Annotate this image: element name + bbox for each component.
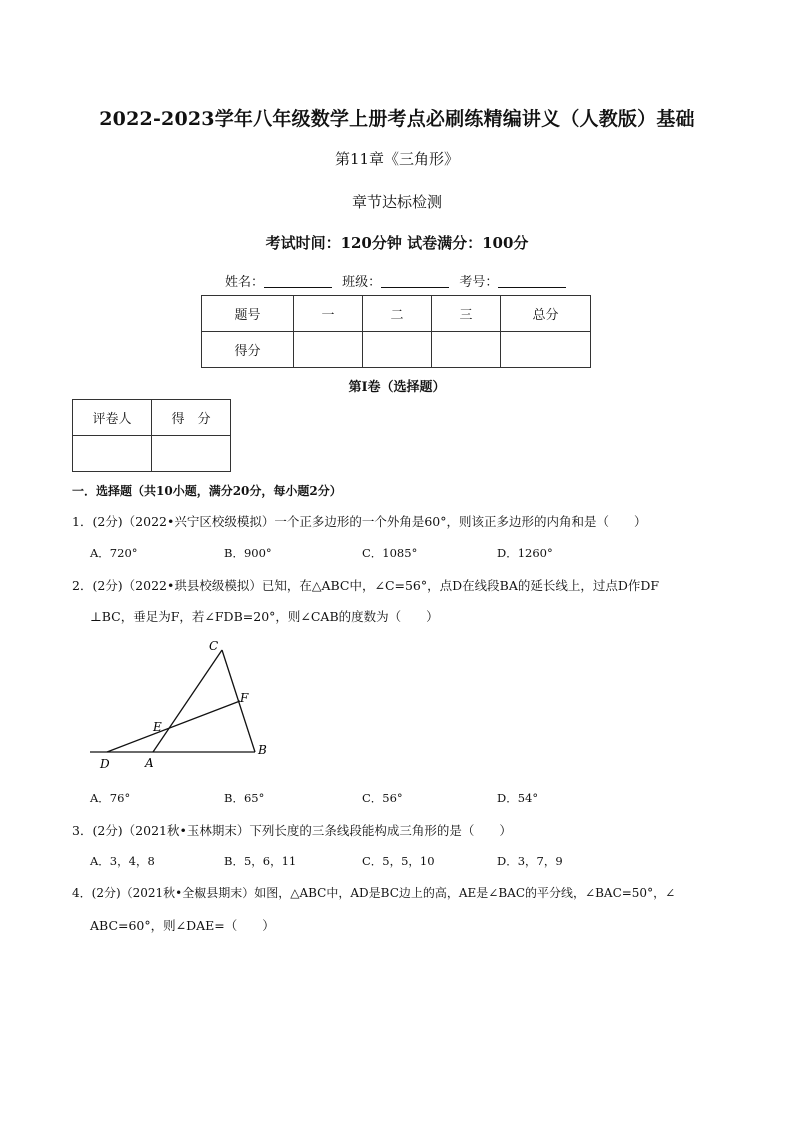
score-header-cell: 二 xyxy=(363,296,432,332)
question-4-line2: ABC=60°，则∠DAE=（ ） xyxy=(90,918,275,933)
label-a: A xyxy=(145,756,154,770)
number-label: 考号： xyxy=(459,275,499,290)
name-label: 姓名： xyxy=(225,275,265,290)
label-e: E xyxy=(153,720,162,734)
option[interactable]: A．3，4，8 xyxy=(90,854,155,868)
option[interactable]: A．720° xyxy=(90,546,138,560)
option[interactable]: C．1085° xyxy=(362,546,418,560)
option[interactable]: D．1260° xyxy=(497,546,553,560)
score-table-row xyxy=(202,332,591,368)
label-d: D xyxy=(100,757,110,771)
score-header-cell: 题号 xyxy=(202,296,294,332)
score-header-cell: 一 xyxy=(294,296,363,332)
label-b: B xyxy=(258,743,267,757)
segment-ca xyxy=(153,650,222,752)
option[interactable]: C．56° xyxy=(362,791,403,805)
question-2-line1: 2．(2分)（2022•珙县校级模拟）已知，在△ABC中，∠C=56°，点D在线段BA的延长线上，过点D作DF xyxy=(72,578,660,593)
class-label: 班级： xyxy=(342,275,382,290)
score-table xyxy=(201,295,591,368)
option[interactable]: D．3，7，9 xyxy=(497,854,563,868)
document-subtitle: 章节达标检测 xyxy=(351,193,442,211)
grader-table-header-row xyxy=(73,400,231,436)
question-4-line1: 4．(2分)（2021秋•全椒县期末）如图，△ABC中，AD是BC边上的高，AE是∠BAC的平分线，∠BAC=50°，∠ xyxy=(72,886,676,900)
label-f: F xyxy=(240,691,249,705)
grader-table-row xyxy=(73,436,231,472)
option[interactable]: C．5，5，10 xyxy=(362,854,435,868)
document-title: 2022-2023学年八年级数学上册考点必刷练精编讲义（人教版）基础 xyxy=(99,108,695,130)
score-row-label: 得分 xyxy=(202,332,294,368)
label-c: C xyxy=(209,639,219,653)
grader-table xyxy=(72,399,231,472)
option[interactable]: D．54° xyxy=(497,791,539,805)
student-info xyxy=(225,271,572,290)
score-header-cell: 总分 xyxy=(501,296,591,332)
score-table-header-row xyxy=(202,296,591,332)
score-cell[interactable] xyxy=(294,332,363,368)
volume-title: 第Ⅰ卷（选择题） xyxy=(348,380,446,395)
score-cell[interactable] xyxy=(501,332,591,368)
option[interactable]: B．900° xyxy=(224,546,272,560)
segment-df xyxy=(107,701,240,752)
option[interactable]: A．76° xyxy=(90,791,131,805)
option[interactable]: B．65° xyxy=(224,791,265,805)
chapter-title: 第11章《三角形》 xyxy=(334,150,460,168)
question-1-text: 1．(2分)（2022•兴宁区校级模拟）一个正多边形的一个外角是60°，则该正多边形的内角和是（ ） xyxy=(72,514,647,529)
grader-cell[interactable] xyxy=(73,436,152,472)
question-3-text: 3．(2分)（2021秋•玉林期末）下列长度的三条线段能构成三角形的是（ ） xyxy=(72,823,512,838)
triangle-figure xyxy=(85,636,285,774)
name-field[interactable] xyxy=(264,274,332,288)
score-cell[interactable] xyxy=(432,332,501,368)
class-field[interactable] xyxy=(381,274,449,288)
score-cell[interactable] xyxy=(363,332,432,368)
grader-score-label: 得 分 xyxy=(152,400,231,436)
score-header-cell: 三 xyxy=(432,296,501,332)
grader-label: 评卷人 xyxy=(73,400,152,436)
question-2-line2: ⊥BC，垂足为F，若∠FDB=20°，则∠CAB的度数为（ ） xyxy=(90,609,439,624)
number-field[interactable] xyxy=(498,274,566,288)
exam-info: 考试时间：120分钟 试卷满分：100分 xyxy=(265,234,529,252)
section-heading: 一．选择题（共10小题，满分20分，每小题2分） xyxy=(72,484,342,498)
grader-score-cell[interactable] xyxy=(152,436,231,472)
option[interactable]: B．5，6，11 xyxy=(224,854,297,868)
